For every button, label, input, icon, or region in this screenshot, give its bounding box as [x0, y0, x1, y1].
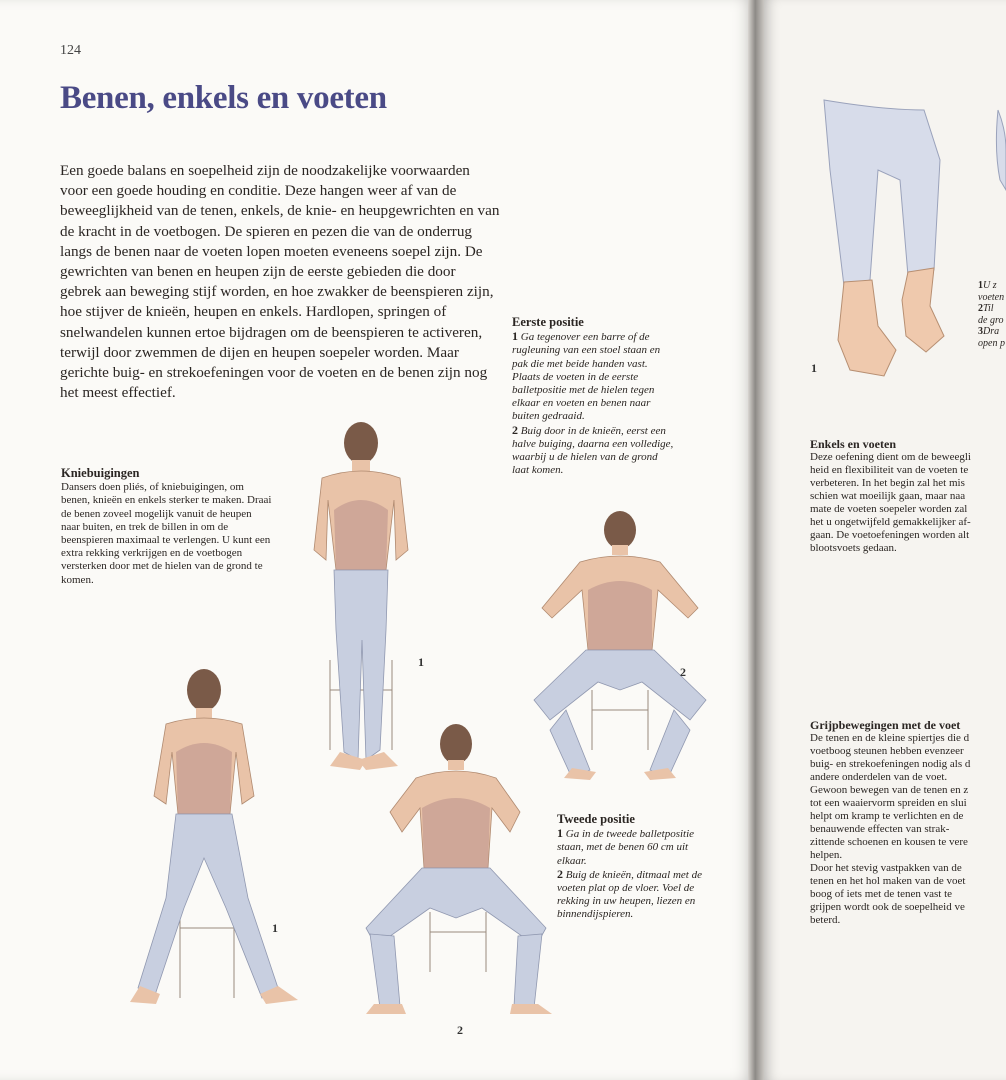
tweede-positie-step2: 2 Buig de knieën, ditmaal met de voeten plat op de vloer. Voel de rekking in uw heupen, liezen en binnendijspieren.: [557, 866, 702, 921]
grijp-line: buig- en strekoefeningen nodig als d: [810, 758, 971, 770]
grijpbewegingen-section: [810, 719, 970, 927]
enkels-line: verbeteren. In het begin zal het mis: [810, 477, 965, 489]
kniebuigingen-text: Dansers doen pliés, of kniebuigingen, om benen, knieën en enkels sterker te maken. Draai de benen zoveel mogelijk vanuit de heupen naar buiten, en trek de billen in om de beenspieren maximaal te verlengen. U kunt een extra rekking verkrijgen en de voetbogen versterken door met de hielen van de grond te komen.: [61, 481, 272, 586]
kniebuigingen-caption: [61, 467, 273, 587]
right-page: [764, 0, 1006, 1080]
eerste-positie-caption: [512, 316, 676, 477]
tweede-positie-caption: [557, 813, 717, 922]
figure-partial-leg: [994, 110, 1006, 190]
enkels-en-voeten-section: [810, 438, 971, 555]
enkels-line: heid en flexibiliteit van de voeten te: [810, 464, 969, 476]
figure-second-bent-number: 2: [457, 1023, 463, 1037]
eerste-positie-step2: 2 Buig door in de knieën, eerst een halve buiging, daarna een volledige, waarbij u de hielen van de grond laat komen.: [512, 422, 674, 477]
side-note-line: de gro: [978, 314, 1004, 326]
eerste-positie-step1: 1 Ga tegenover een barre of de rugleuning van een stoel staan en pak die met beide handen vast. Plaats de voeten in de eerste balletpositie met de hielen tegen elkaar en voeten en benen naar buiten gedraaid.: [512, 329, 661, 423]
grijp-heading: Grijpbewegingen met de voet: [810, 718, 961, 732]
book-gutter: [748, 0, 764, 1080]
intro-paragraph: Een goede balans en soepelheid zijn de noodzakelijke voorwaarden voor een goede houding en conditie. Deze hangen weer af van de beweeglijkheid van de tenen, enkels, de knie- en heupgewrichten en van de kracht in de voetbogen. De spieren en pezen die van de onderrug langs de benen naar de voeten lopen moeten eveneens soepel zijn. De gewrichten van benen en heupen zijn de eerste gebieden die door gebrek aan beweging stijf worden, en hoe zwakker de beenspieren zijn, hoe stijver de knieën, heupen en enkels. Hardlopen, springen of snelwandelen kunnen ertoe bijdragen om de beenspieren te activeren, terwijl door zwemmen de dijen en heupen soepeler worden. Maar gerichte buig- en strekoefeningen voor de voeten en de benen zijn nog het meest effectief.: [60, 162, 500, 402]
grijp-line: Door het stevig vastpakken van de: [810, 862, 962, 874]
grijp-line: grijpen wordt ook de soepelheid ve: [810, 901, 965, 913]
tweede-positie-heading: Tweede positie: [557, 812, 635, 826]
side-note-line: 2Til: [978, 303, 994, 314]
figure-second-position-standing: [130, 668, 310, 1018]
grijp-line: andere onderdelen van de voet.: [810, 771, 948, 783]
side-note-line: open p: [978, 337, 1005, 349]
figure-second-position-bent: [360, 722, 560, 1022]
grijp-line: tenen en het hol maken van de voet: [810, 875, 966, 887]
side-note: [978, 280, 1005, 349]
tweede-positie-step1: 1 Ga in de tweede balletpositie staan, met de benen 60 cm uit elkaar.: [557, 826, 695, 867]
enkels-line: blootsvoets gedaan.: [810, 542, 897, 554]
grijp-line: De tenen en de kleine spiertjes die d: [810, 732, 970, 744]
side-note-line: 3Dra: [978, 326, 1000, 337]
page-title: Benen, enkels en voeten: [60, 80, 387, 116]
grijp-line: benauwende effecten van strak-: [810, 823, 950, 835]
enkels-line: Deze oefening dient om de beweegli: [810, 451, 971, 463]
figure-feet-number: 1: [811, 361, 817, 375]
figure-first-standing-number: 1: [418, 655, 424, 669]
eerste-positie-heading: Eerste positie: [512, 315, 584, 329]
grijp-line: voetboog steunen hebben evenzeer: [810, 745, 964, 757]
enkels-line: mate de voeten soepeler worden zal: [810, 503, 968, 515]
figure-legs-feet: [804, 100, 954, 380]
enkels-line: het u ongetwijfeld gemakkelijker af-: [810, 516, 971, 528]
grijp-line: boog of iets met de tenen vast te: [810, 888, 953, 900]
grijp-line: Gewoon bewegen van de tenen en z: [810, 784, 969, 796]
kniebuigingen-heading: Kniebuigingen: [61, 466, 140, 480]
grijp-line: beterd.: [810, 914, 841, 926]
side-note-line: 1U z: [978, 280, 997, 291]
grijp-line: helpt om kramp te verlichten en de: [810, 810, 964, 822]
enkels-heading: Enkels en voeten: [810, 437, 897, 451]
figure-first-bent-number: 2: [680, 665, 686, 679]
enkels-line: schien wat moeilijk gaan, maar naa: [810, 490, 966, 502]
page-number: 124: [60, 43, 81, 58]
grijp-line: helpen.: [810, 849, 843, 861]
enkels-line: gaan. De voetoefeningen worden alt: [810, 529, 970, 541]
grijp-line: zittende schoenen en kousen te vere: [810, 836, 968, 848]
figure-second-standing-number: 1: [272, 921, 278, 935]
side-note-line: voeten: [978, 291, 1005, 303]
grijp-line: tot een waaiervorm spreiden en slui: [810, 797, 967, 809]
